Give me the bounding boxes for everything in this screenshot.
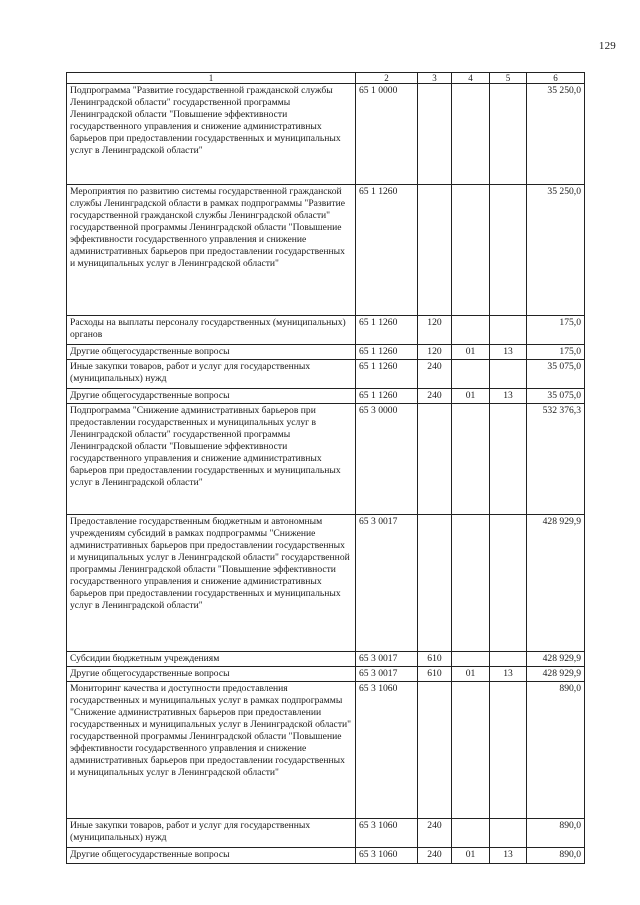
- subsection-cell: [490, 819, 527, 848]
- subsection-cell: [490, 515, 527, 652]
- subsection-cell: [490, 360, 527, 389]
- section-cell: 01: [452, 345, 490, 360]
- amount-cell: 428 929,9: [527, 667, 585, 682]
- expense-type-cell: 120: [418, 316, 452, 345]
- amount-cell: 35 075,0: [527, 360, 585, 389]
- subsection-cell: 13: [490, 667, 527, 682]
- target-article-cell: 65 3 0017: [356, 515, 418, 652]
- table-row: [67, 185, 585, 316]
- subsection-cell: [490, 652, 527, 667]
- section-cell: [452, 819, 490, 848]
- expense-type-cell: [418, 515, 452, 652]
- amount-cell: 532 376,3: [527, 404, 585, 515]
- expense-type-cell: 120: [418, 345, 452, 360]
- row-name-cell: Подпрограмма "Развитие государственной гражданской службы Ленинградской области" государственной программы Ленинградской области "Повышение эффективности государственного управления и снижение административных барьеров при предоставлении государственных и муниципальных услуг в Ленинградской области": [67, 84, 356, 185]
- target-article-cell: 65 3 1060: [356, 682, 418, 819]
- section-cell: [452, 316, 490, 345]
- subsection-cell: [490, 404, 527, 515]
- expense-type-cell: 240: [418, 848, 452, 864]
- column-header: 1: [67, 73, 356, 84]
- expense-type-cell: [418, 682, 452, 819]
- section-cell: 01: [452, 389, 490, 404]
- table-row: [67, 848, 585, 864]
- row-name-cell: Другие общегосударственные вопросы: [67, 667, 356, 682]
- amount-cell: 428 929,9: [527, 652, 585, 667]
- section-cell: [452, 682, 490, 819]
- row-name-cell: Расходы на выплаты персоналу государственных (муниципальных) органов: [67, 316, 356, 345]
- table-row: [67, 667, 585, 682]
- row-name-cell: Другие общегосударственные вопросы: [67, 848, 356, 864]
- amount-cell: 890,0: [527, 848, 585, 864]
- table-row: [67, 682, 585, 819]
- table-row: [67, 515, 585, 652]
- budget-table: [66, 72, 585, 864]
- amount-cell: 175,0: [527, 345, 585, 360]
- target-article-cell: 65 1 1260: [356, 316, 418, 345]
- column-header: 6: [527, 73, 585, 84]
- subsection-cell: [490, 185, 527, 316]
- table-row: [67, 652, 585, 667]
- subsection-cell: [490, 84, 527, 185]
- table-row: [67, 345, 585, 360]
- amount-cell: 35 250,0: [527, 84, 585, 185]
- table-row: [67, 360, 585, 389]
- row-name-cell: Иные закупки товаров, работ и услуг для государственных (муниципальных) нужд: [67, 360, 356, 389]
- amount-cell: 890,0: [527, 819, 585, 848]
- amount-cell: 890,0: [527, 682, 585, 819]
- table-row: [67, 316, 585, 345]
- target-article-cell: 65 1 1260: [356, 360, 418, 389]
- section-cell: [452, 360, 490, 389]
- amount-cell: 35 075,0: [527, 389, 585, 404]
- row-name-cell: Иные закупки товаров, работ и услуг для государственных (муниципальных) нужд: [67, 819, 356, 848]
- section-cell: [452, 515, 490, 652]
- section-cell: [452, 84, 490, 185]
- table-row: [67, 84, 585, 185]
- target-article-cell: 65 3 0017: [356, 652, 418, 667]
- section-cell: [452, 185, 490, 316]
- target-article-cell: 65 3 0000: [356, 404, 418, 515]
- amount-cell: 428 929,9: [527, 515, 585, 652]
- row-name-cell: Другие общегосударственные вопросы: [67, 389, 356, 404]
- row-name-cell: Мониторинг качества и доступности предоставления государственных и муниципальных услуг в рамках подпрограммы "Снижение административных барьеров при предоставлении государственных и муниципальных услуг в Ленинградской области" государственной программы Ленинградской области "Повышение эффективности государственного управления и снижение административных барьеров при предоставлении государственных и муниципальных услуг в Ленинградской области": [67, 682, 356, 819]
- subsection-cell: [490, 316, 527, 345]
- section-cell: 01: [452, 667, 490, 682]
- subsection-cell: 13: [490, 848, 527, 864]
- target-article-cell: 65 1 0000: [356, 84, 418, 185]
- column-header: 5: [490, 73, 527, 84]
- expense-type-cell: 610: [418, 652, 452, 667]
- target-article-cell: 65 3 1060: [356, 819, 418, 848]
- row-name-cell: Мероприятия по развитию системы государственной гражданской службы Ленинградской области в рамках подпрограммы "Развитие государственной гражданской службы Ленинградской области" государственной программы Ленинградской области "Повышение эффективности государственного управления и снижение административных барьеров при предоставлении государственных и муниципальных услуг в Ленинградской области": [67, 185, 356, 316]
- subsection-cell: 13: [490, 345, 527, 360]
- expense-type-cell: 240: [418, 819, 452, 848]
- column-header: 3: [418, 73, 452, 84]
- expense-type-cell: [418, 404, 452, 515]
- target-article-cell: 65 1 1260: [356, 389, 418, 404]
- amount-cell: 175,0: [527, 316, 585, 345]
- table-row: [67, 819, 585, 848]
- target-article-cell: 65 3 0017: [356, 667, 418, 682]
- expense-type-cell: [418, 185, 452, 316]
- table-row: [67, 404, 585, 515]
- subsection-cell: [490, 682, 527, 819]
- row-name-cell: Субсидии бюджетным учреждениям: [67, 652, 356, 667]
- column-header: 4: [452, 73, 490, 84]
- row-name-cell: Предоставление государственным бюджетным и автономным учреждениям субсидий в рамках подпрограммы "Снижение административных барьеров при предоставлении государственных и муниципальных услуг в Ленинградской области" государственной программы Ленинградской области "Повышение эффективности государственного управления и снижение административных барьеров при предоставлении государственных и муниципальных услуг в Ленинградской области": [67, 515, 356, 652]
- section-cell: [452, 652, 490, 667]
- expense-type-cell: 240: [418, 389, 452, 404]
- row-name-cell: Подпрограмма "Снижение административных барьеров при предоставлении государственных и муниципальных услуг в Ленинградской области" государственной программы Ленинградской области "Повышение эффективности государственного управления и снижение административных барьеров при предоставлении государственных и муниципальных услуг в Ленинградской области": [67, 404, 356, 515]
- target-article-cell: 65 1 1260: [356, 345, 418, 360]
- section-cell: [452, 404, 490, 515]
- table-row: [67, 389, 585, 404]
- column-header: 2: [356, 73, 418, 84]
- expense-type-cell: 240: [418, 360, 452, 389]
- subsection-cell: 13: [490, 389, 527, 404]
- page-number: 129: [598, 40, 616, 52]
- row-name-cell: Другие общегосударственные вопросы: [67, 345, 356, 360]
- target-article-cell: 65 3 1060: [356, 848, 418, 864]
- amount-cell: 35 250,0: [527, 185, 585, 316]
- section-cell: 01: [452, 848, 490, 864]
- target-article-cell: 65 1 1260: [356, 185, 418, 316]
- expense-type-cell: 610: [418, 667, 452, 682]
- expense-type-cell: [418, 84, 452, 185]
- table-header-row: [67, 73, 585, 84]
